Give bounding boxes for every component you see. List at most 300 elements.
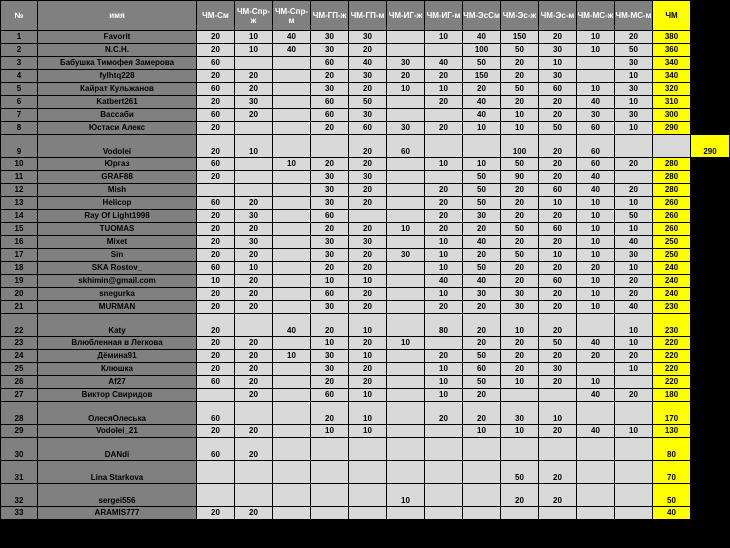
score-cell	[273, 171, 311, 184]
score-cell: 20	[235, 337, 273, 350]
table-row	[1, 314, 730, 337]
score-cell: 20	[349, 135, 387, 158]
score-cell: 40	[425, 57, 463, 70]
participant-name: ARAMIS777	[38, 507, 197, 520]
score-cell: 20	[539, 314, 577, 337]
score-cell: 20	[197, 122, 235, 135]
score-cell: 20	[349, 363, 387, 376]
total-score: 290	[691, 135, 730, 158]
score-cell: 10	[577, 197, 615, 210]
participant-name: Vodolei_21	[38, 425, 197, 438]
score-cell: 20	[197, 301, 235, 314]
table-row	[1, 96, 730, 109]
table-row	[1, 184, 730, 197]
score-cell: 20	[539, 96, 577, 109]
score-cell: 20	[197, 350, 235, 363]
score-cell: 50	[349, 96, 387, 109]
score-cell	[387, 210, 425, 223]
score-cell	[273, 363, 311, 376]
score-cell: 10	[387, 83, 425, 96]
row-number: 4	[1, 70, 38, 83]
score-cell: 10	[577, 249, 615, 262]
score-cell: 30	[311, 363, 349, 376]
score-cell: 10	[425, 262, 463, 275]
score-cell: 20	[311, 122, 349, 135]
score-cell	[273, 135, 311, 158]
row-number: 10	[1, 158, 38, 171]
row-number: 33	[1, 507, 38, 520]
score-cell: 10	[349, 314, 387, 337]
score-cell	[311, 507, 349, 520]
score-cell: 100	[463, 44, 501, 57]
score-cell: 10	[615, 70, 653, 83]
score-cell	[273, 275, 311, 288]
score-cell: 30	[311, 184, 349, 197]
score-cell: 10	[311, 425, 349, 438]
score-cell	[387, 96, 425, 109]
score-cell: 40	[577, 425, 615, 438]
score-cell: 20	[425, 350, 463, 363]
score-cell	[273, 236, 311, 249]
score-cell	[501, 438, 539, 461]
score-cell: 20	[539, 461, 577, 484]
participant-name: Favorit	[38, 31, 197, 44]
score-cell: 60	[577, 122, 615, 135]
score-cell: 60	[197, 109, 235, 122]
table-body	[1, 31, 730, 520]
score-cell: 20	[349, 262, 387, 275]
score-cell: 20	[501, 57, 539, 70]
score-cell	[387, 109, 425, 122]
score-cell	[387, 44, 425, 57]
score-cell	[273, 223, 311, 236]
total-score: 290	[653, 122, 691, 135]
score-cell: 40	[463, 109, 501, 122]
score-cell: 10	[197, 275, 235, 288]
score-cell: 20	[615, 275, 653, 288]
score-cell	[235, 171, 273, 184]
score-cell: 10	[577, 44, 615, 57]
participant-name: Lina Starkova	[38, 461, 197, 484]
score-cell	[235, 402, 273, 425]
score-cell: 10	[235, 262, 273, 275]
score-cell: 50	[463, 262, 501, 275]
score-cell: 20	[501, 337, 539, 350]
score-cell: 10	[387, 484, 425, 507]
header-row	[1, 1, 730, 31]
score-cell: 20	[311, 262, 349, 275]
score-cell	[235, 461, 273, 484]
row-number: 21	[1, 301, 38, 314]
score-cell: 10	[425, 158, 463, 171]
score-cell: 40	[273, 314, 311, 337]
total-score: 300	[653, 109, 691, 122]
score-cell: 20	[501, 484, 539, 507]
score-cell	[349, 507, 387, 520]
row-number: 26	[1, 376, 38, 389]
participant-name: DANdi	[38, 438, 197, 461]
score-cell	[577, 507, 615, 520]
total-score: 130	[653, 425, 691, 438]
table-row	[1, 288, 730, 301]
score-cell	[387, 158, 425, 171]
score-cell: 30	[311, 249, 349, 262]
score-cell: 80	[425, 314, 463, 337]
score-cell: 20	[577, 262, 615, 275]
row-number: 5	[1, 83, 38, 96]
row-number: 29	[1, 425, 38, 438]
score-cell	[273, 438, 311, 461]
score-cell: 40	[577, 171, 615, 184]
total-score: 260	[653, 197, 691, 210]
participant-name: Бабушка Тимофея Замерова	[38, 57, 197, 70]
score-cell: 20	[197, 210, 235, 223]
score-cell: 20	[501, 210, 539, 223]
score-cell	[539, 507, 577, 520]
row-number: 14	[1, 210, 38, 223]
header-cm-spr-zh: ЧМ-Спр-ж	[235, 1, 273, 31]
score-cell: 10	[615, 314, 653, 337]
score-cell	[577, 461, 615, 484]
score-cell: 60	[197, 83, 235, 96]
score-cell: 10	[615, 363, 653, 376]
score-cell: 10	[615, 337, 653, 350]
score-cell: 30	[311, 350, 349, 363]
score-cell: 20	[197, 249, 235, 262]
score-cell: 20	[463, 223, 501, 236]
score-cell: 60	[197, 376, 235, 389]
table-row	[1, 249, 730, 262]
header-cm-gp-m: ЧМ-ГП-м	[349, 1, 387, 31]
total-score: 380	[653, 31, 691, 44]
score-cell: 10	[615, 425, 653, 438]
total-score: 340	[653, 57, 691, 70]
score-cell: 20	[539, 31, 577, 44]
score-cell: 20	[539, 350, 577, 363]
score-cell: 40	[463, 96, 501, 109]
score-cell: 20	[235, 507, 273, 520]
table-row	[1, 350, 730, 363]
score-cell: 60	[311, 109, 349, 122]
participant-name: Кайрат Кульжанов	[38, 83, 197, 96]
score-cell: 50	[501, 249, 539, 262]
score-cell: 20	[539, 262, 577, 275]
score-cell	[387, 389, 425, 402]
row-number: 3	[1, 57, 38, 70]
score-cell: 60	[539, 184, 577, 197]
row-number: 27	[1, 389, 38, 402]
participant-name: SKA Rostov_	[38, 262, 197, 275]
score-cell: 20	[197, 363, 235, 376]
score-cell: 60	[197, 197, 235, 210]
score-cell: 20	[197, 236, 235, 249]
score-cell: 10	[349, 389, 387, 402]
row-number: 20	[1, 288, 38, 301]
score-cell: 20	[349, 158, 387, 171]
total-score: 280	[653, 171, 691, 184]
score-cell	[273, 484, 311, 507]
score-cell: 20	[425, 402, 463, 425]
score-cell: 20	[349, 337, 387, 350]
score-cell: 90	[501, 171, 539, 184]
participant-name: Виктор Свиридов	[38, 389, 197, 402]
row-number: 17	[1, 249, 38, 262]
score-cell: 30	[235, 96, 273, 109]
total-score: 230	[653, 301, 691, 314]
score-cell: 20	[235, 70, 273, 83]
score-cell: 10	[577, 301, 615, 314]
score-cell	[387, 507, 425, 520]
header-cm-es-sm: ЧМ-ЭсСм	[463, 1, 501, 31]
score-cell	[615, 438, 653, 461]
score-cell: 100	[501, 135, 539, 158]
participant-name: Sin	[38, 249, 197, 262]
score-cell	[425, 484, 463, 507]
score-cell: 20	[615, 158, 653, 171]
score-cell	[577, 70, 615, 83]
score-cell: 60	[311, 389, 349, 402]
table-row	[1, 83, 730, 96]
total-score: 360	[653, 44, 691, 57]
score-cell: 30	[387, 122, 425, 135]
row-number: 8	[1, 122, 38, 135]
score-cell: 40	[615, 301, 653, 314]
score-cell	[615, 507, 653, 520]
score-cell: 20	[539, 109, 577, 122]
score-cell: 20	[539, 236, 577, 249]
table-row	[1, 461, 730, 484]
score-cell: 10	[615, 223, 653, 236]
score-cell: 20	[539, 301, 577, 314]
score-cell	[387, 314, 425, 337]
score-cell: 20	[197, 31, 235, 44]
row-number: 19	[1, 275, 38, 288]
participant-name: Katy	[38, 314, 197, 337]
score-cell: 40	[425, 275, 463, 288]
score-cell	[463, 507, 501, 520]
score-cell: 10	[463, 425, 501, 438]
table-row	[1, 425, 730, 438]
row-number: 15	[1, 223, 38, 236]
score-cell: 60	[387, 135, 425, 158]
score-cell: 10	[425, 389, 463, 402]
score-cell: 10	[501, 376, 539, 389]
score-cell: 10	[501, 425, 539, 438]
score-cell	[425, 461, 463, 484]
score-cell	[463, 484, 501, 507]
total-score: 240	[653, 275, 691, 288]
score-cell: 60	[311, 288, 349, 301]
score-cell: 20	[463, 314, 501, 337]
score-cell: 20	[349, 288, 387, 301]
score-cell: 30	[311, 171, 349, 184]
score-cell	[387, 31, 425, 44]
score-cell: 30	[615, 83, 653, 96]
score-cell: 30	[349, 171, 387, 184]
score-cell: 20	[501, 197, 539, 210]
total-score: 340	[653, 70, 691, 83]
score-cell: 20	[235, 350, 273, 363]
score-cell: 50	[501, 461, 539, 484]
score-cell: 10	[577, 210, 615, 223]
score-cell	[273, 262, 311, 275]
table-row	[1, 438, 730, 461]
score-cell: 60	[539, 83, 577, 96]
score-cell: 20	[197, 135, 235, 158]
score-cell: 50	[463, 57, 501, 70]
score-cell	[387, 376, 425, 389]
score-cell: 40	[463, 31, 501, 44]
row-number: 2	[1, 44, 38, 57]
score-cell	[501, 507, 539, 520]
score-cell: 20	[311, 158, 349, 171]
score-cell: 10	[349, 425, 387, 438]
score-cell	[273, 301, 311, 314]
score-cell	[311, 438, 349, 461]
score-cell	[197, 461, 235, 484]
participant-name: Helicop	[38, 197, 197, 210]
score-cell	[273, 184, 311, 197]
table-row	[1, 236, 730, 249]
score-cell: 20	[539, 376, 577, 389]
score-cell: 50	[463, 376, 501, 389]
score-cell: 10	[235, 135, 273, 158]
score-cell	[539, 438, 577, 461]
total-score: 40	[653, 507, 691, 520]
score-cell: 30	[311, 83, 349, 96]
score-cell: 20	[349, 44, 387, 57]
header-total: ЧМ	[653, 1, 691, 31]
score-cell: 10	[349, 275, 387, 288]
header-cm-ms-zh: ЧМ-МС-ж	[577, 1, 615, 31]
score-cell	[235, 122, 273, 135]
score-cell	[577, 402, 615, 425]
participant-name: Дёмина91	[38, 350, 197, 363]
score-cell	[577, 57, 615, 70]
score-cell: 40	[273, 44, 311, 57]
score-cell: 20	[311, 402, 349, 425]
score-cell: 20	[349, 249, 387, 262]
score-cell: 20	[425, 197, 463, 210]
score-cell: 20	[615, 184, 653, 197]
score-cell	[653, 135, 691, 158]
row-number: 28	[1, 402, 38, 425]
score-cell: 20	[463, 249, 501, 262]
participant-name: snegurka	[38, 288, 197, 301]
score-cell	[387, 350, 425, 363]
participant-name: N.C.H.	[38, 44, 197, 57]
score-cell: 20	[349, 301, 387, 314]
score-cell: 30	[349, 109, 387, 122]
total-score: 220	[653, 376, 691, 389]
score-cell: 20	[235, 363, 273, 376]
row-number: 11	[1, 171, 38, 184]
header-cm-spr-m: ЧМ-Спр-м	[273, 1, 311, 31]
score-cell: 20	[235, 376, 273, 389]
score-cell	[387, 197, 425, 210]
score-cell	[539, 389, 577, 402]
participant-name: Mixet	[38, 236, 197, 249]
score-cell: 10	[311, 337, 349, 350]
score-cell: 20	[501, 184, 539, 197]
score-cell: 10	[501, 109, 539, 122]
score-cell: 10	[349, 402, 387, 425]
header-cm-ig-zh: ЧМ-ИГ-ж	[387, 1, 425, 31]
score-cell: 20	[197, 288, 235, 301]
score-cell: 20	[425, 70, 463, 83]
score-cell: 20	[425, 301, 463, 314]
score-cell: 10	[235, 44, 273, 57]
score-cell	[425, 425, 463, 438]
score-cell: 20	[501, 96, 539, 109]
score-cell	[273, 376, 311, 389]
score-cell	[273, 122, 311, 135]
score-cell	[273, 507, 311, 520]
row-number: 30	[1, 438, 38, 461]
score-cell: 20	[539, 171, 577, 184]
score-cell	[273, 425, 311, 438]
score-cell: 50	[615, 210, 653, 223]
table-row	[1, 507, 730, 520]
score-cell: 20	[235, 438, 273, 461]
header-cm-ig-m: ЧМ-ИГ-м	[425, 1, 463, 31]
score-cell: 20	[501, 262, 539, 275]
score-cell	[273, 249, 311, 262]
score-cell	[425, 507, 463, 520]
score-cell: 30	[235, 210, 273, 223]
score-cell	[615, 376, 653, 389]
score-cell	[425, 109, 463, 122]
score-cell: 20	[197, 171, 235, 184]
score-cell: 40	[577, 389, 615, 402]
score-cell: 20	[235, 275, 273, 288]
score-cell	[577, 484, 615, 507]
score-cell: 10	[425, 288, 463, 301]
row-number: 31	[1, 461, 38, 484]
row-number: 18	[1, 262, 38, 275]
score-cell	[349, 461, 387, 484]
score-cell	[311, 484, 349, 507]
score-cell	[615, 461, 653, 484]
table-row	[1, 210, 730, 223]
score-cell: 50	[463, 197, 501, 210]
score-cell: 10	[539, 249, 577, 262]
score-cell	[273, 210, 311, 223]
header-cm-sm: ЧМ-См	[197, 1, 235, 31]
score-cell: 20	[349, 376, 387, 389]
score-cell: 30	[615, 57, 653, 70]
score-cell	[311, 461, 349, 484]
score-cell: 30	[615, 109, 653, 122]
score-cell	[425, 171, 463, 184]
participant-name: GRAF88	[38, 171, 197, 184]
score-cell: 20	[425, 184, 463, 197]
score-cell: 30	[539, 44, 577, 57]
score-cell	[273, 96, 311, 109]
score-cell	[235, 314, 273, 337]
score-cell: 50	[615, 44, 653, 57]
score-cell	[387, 288, 425, 301]
score-cell: 50	[501, 83, 539, 96]
score-cell: 20	[577, 350, 615, 363]
score-cell: 50	[501, 223, 539, 236]
score-cell	[387, 236, 425, 249]
participant-name: Клюшка	[38, 363, 197, 376]
score-cell: 40	[463, 275, 501, 288]
table-row	[1, 337, 730, 350]
score-cell	[387, 275, 425, 288]
row-number: 23	[1, 337, 38, 350]
